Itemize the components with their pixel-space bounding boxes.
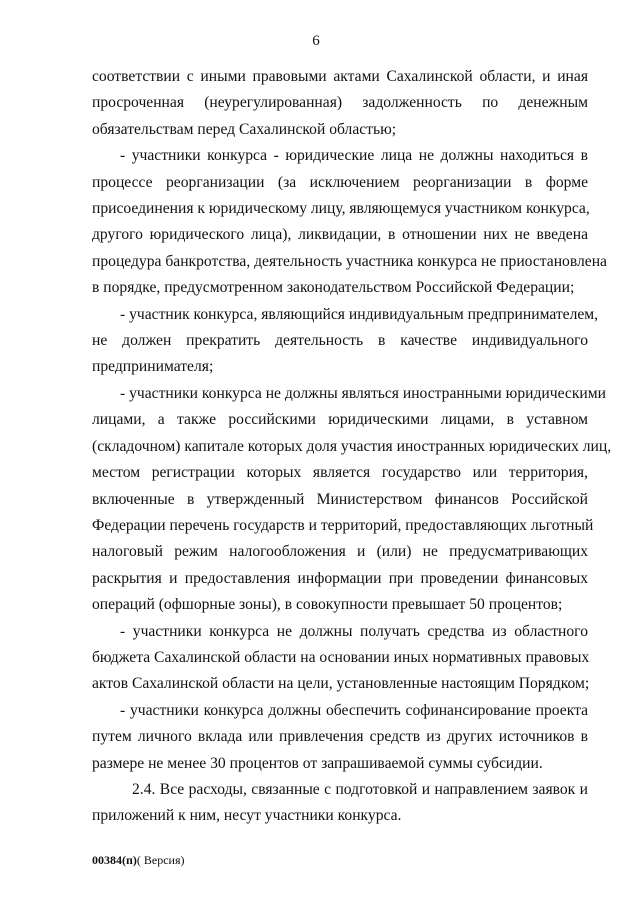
document-code: 00384(п) [92,853,137,867]
paragraph-foreign-entities [92,381,612,619]
text-line: включенные в утвержденный Министерством финансов Российской [92,490,588,508]
text-line: лицами, а также российскими юридическими лицами, в уставном [92,411,588,429]
text-line: просроченная (неурегулированная) задолженность по денежным [92,94,588,112]
paragraph-section-2-4 [92,777,588,830]
document-footer [92,853,185,868]
text-line: другого юридического лица), ликвидации, в отношении них не введена [92,226,588,244]
text-line: операций (офшорные зоны), в совокупности превышает 50 процентов; [92,596,563,614]
text-line: процессе реорганизации (за исключением реорганизации в форме [92,173,588,191]
text-line: актов Сахалинской области на цели, установленные настоящим Порядком; [92,675,590,693]
text-line: налоговый режим налогообложения и (или) не предусматривающих [92,543,588,561]
text-line: размере не менее 30 процентов от запрашиваемой суммы субсидии. [92,754,543,772]
text-line: - участники конкурса не должны получать средства из областного [120,622,588,640]
text-line: - участники конкурса должны обеспечить софинансирование проекта [120,701,588,719]
text-line: - участники конкурса - юридические лица не должны находиться в [120,147,588,165]
text-line: местом регистрации которых является государство или территория, [92,464,588,482]
paragraph-reorganization [92,143,607,301]
text-line: не должен прекратить деятельность в качестве индивидуального [92,332,588,350]
paragraph-cofinancing [92,698,588,777]
text-line: приложений к ним, несут участники конкурса. [92,807,402,825]
text-line: - участники конкурса не должны являться иностранными юридическими [120,384,606,402]
text-line: 2.4. Все расходы, связанные с подготовкой и направлением заявок и [132,780,588,798]
text-line: предпринимателя; [92,358,214,376]
text-line: - участник конкурса, являющийся индивидуальным предпринимателем, [120,305,599,323]
page-number: 6 [312,33,320,49]
text-line: (складочном) капитале которых доля участия иностранных юридических лиц, [92,437,612,455]
text-line: присоединения к юридическому лицу, являющемуся участником конкурса, [92,200,590,218]
text-line: раскрытия и предоставления информации при проведении финансовых [92,569,588,587]
text-line: бюджета Сахалинской области на основании иных нормативных правовых [92,648,590,666]
paragraph-entrepreneur [92,302,599,381]
paragraph-budget-funds [92,619,588,698]
document-version: ( Версия) [136,853,185,867]
paragraph-debt-continuation [92,64,588,143]
document-body [92,64,612,830]
text-line: Федерации перечень государств и территорий, предоставляющих льготный [92,516,594,534]
text-line: процедура банкротства, деятельность участника конкурса не приостановлена [92,252,607,270]
text-line: обязательствам перед Сахалинской областью; [92,120,397,138]
text-line: соответствии с иными правовыми актами Сахалинской области, и иная [92,68,588,85]
text-line: в порядке, предусмотренном законодательством Российской Федерации; [92,279,575,297]
text-line: путем личного вклада или привлечения средств из других источников в [92,728,588,746]
